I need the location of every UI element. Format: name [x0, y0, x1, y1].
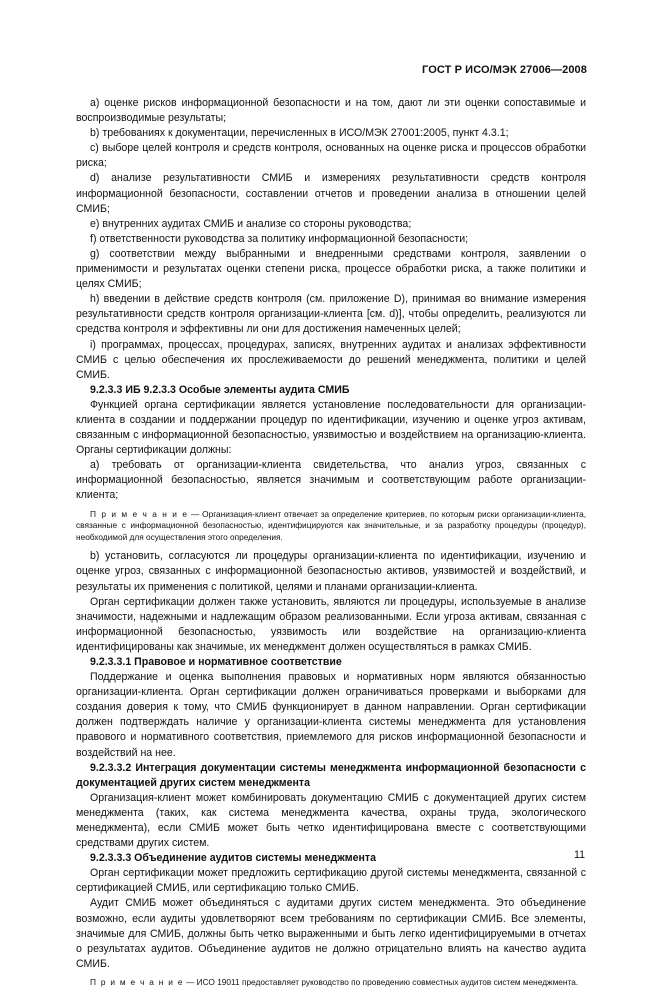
list-item-a: a) оценке рисков информационной безопасности и на том, дают ли эти оценки сопоставимые и воспроизводимые результаты;	[76, 97, 586, 125]
list-item-d: d) анализе результативности СМИБ и измерениях результативности средств контроля информационной безопасности, составлении отчетов и проведении анализа в отношении целей СМИБ;	[76, 172, 586, 215]
note-label: П р и м е ч а н и е	[90, 508, 189, 519]
list-item-f: f) ответственности руководства за политику информационной безопасности;	[90, 232, 469, 245]
list-item-h: h) введении в действие средств контроля (см. приложение D), принимая во внимание измерения результативности средств контроля организации-клиента [см. d)], чтобы определить, реализуются ли средства контроля и эффективны ли они для достижения намеченных целей;	[76, 293, 586, 336]
section-9233-paragraph: Функцией органа сертификации является установление последовательности для организации-клиента в создании и поддержании процедур по идентификации, изучению и оценке угроз активам, связанным с информационной безопасностью, уязвимостью и воздействием на организацию-клиента. Органы сертификации должны:	[76, 398, 586, 457]
note-92333	[76, 977, 586, 989]
note-9233	[76, 509, 586, 544]
section-heading-92331: 9.2.3.3.1 Правовое и нормативное соответствие	[90, 655, 342, 668]
section-heading-9233: 9.2.3.3 ИБ 9.2.3.3 Особые элементы аудита СМИБ	[90, 383, 350, 396]
page-number: 11	[574, 849, 585, 861]
list-item-c: c) выборе целей контроля и средств контроля, основанных на оценке риска и процессов обработки риска;	[76, 142, 586, 170]
note-label: П р и м е ч а н и е	[90, 976, 184, 987]
section-92333-paragraph-2: Аудит СМИБ может объединяться с аудитами других систем менеджмента. Это объединение возможно, если аудиты удовлетворяют всем требованиям по сертификации СМИБ. Все элементы, значимые для СМИБ, должны быть четко выраженными и быть легко идентифицируемыми в отчетах о результатах аудитов. Объединение аудитов не должно отрицательно влиять на качество аудита СМИБ.	[76, 897, 586, 970]
section-92331-paragraph: Поддержание и оценка выполнения правовых и нормативных норм являются обязанностью организации-клиента. Орган сертификации должен ограничиваться проверками и выборками для создания доверия к тому, что СМИБ функционирует в данном направлении. Орган сертификации должен подтверждать наличие у организации-клиента системы менеджмента для установления правового и нормативного соответствия, приемлемого для рисков информационной безопасности и воздействий на нее.	[76, 671, 586, 759]
list-item-b: b) требованиях к документации, перечисленных в ИСО/МЭК 27001:2005, пункт 4.3.1;	[90, 127, 509, 140]
section-9233-paragraph-2: Орган сертификации должен также установить, являются ли процедуры, используемые в анализе значимости, надежными и надлежащим образом реализованными. Если угроза активам, связанная с информационной безопасностью, уязвимость или воздействие на организацию-клиента идентифицированы как значимые, их менеджмент должен осуществляться в рамках СМИБ.	[76, 595, 586, 653]
note-text: — ИСО 19011 предоставляет руководство по проведению совместных аудитов систем менеджмента.	[183, 976, 579, 987]
section-heading-92332: 9.2.3.3.2 Интеграция документации системы менеджмента информационной безопасности с документацией других систем менеджмента	[76, 761, 586, 789]
list-item-e: e) внутренних аудитах СМИБ и анализе со стороны руководства;	[90, 217, 412, 230]
document-body	[76, 96, 586, 995]
standard-header: ГОСТ Р ИСО/МЭК 27006—2008	[422, 64, 587, 76]
section-92333-paragraph: Орган сертификации может предложить сертификацию другой системы менеджмента, связанной с сертификацией СМИБ, или сертификацию только СМИБ.	[76, 867, 586, 895]
section-9233-item-b: b) установить, согласуются ли процедуры организации-клиента по идентификации, изучению и оценке угроз, связанных с информационной безопасностью активов, уязвимостей и воздействий, и результаты их применения с политикой, целями и планами организации-клиента.	[76, 550, 586, 593]
section-9233-item-a: a) требовать от организации-клиента свидетельства, что анализ угроз, связанных с информационной безопасностью, является значимым и соответствующим работе организации-клиента;	[76, 459, 586, 502]
list-item-i: i) программах, процессах, процедурах, записях, внутренних аудитах и анализах эффективности СМИБ с целью обеспечения их прослеживаемости до решений менеджмента, политики и целей СМИБ.	[76, 338, 586, 381]
section-92332-paragraph: Организация-клиент может комбинировать документацию СМИБ с документацией других систем менеджмента (таких, как система менеджмента качества, охраны труда, экологического менеджмента), если СМИБ может быть четко идентифицирована вместе с соответствующими средствами других систем.	[76, 791, 586, 850]
note-text: — Организация-клиент отвечает за определение критериев, по которым риски организации-клиента, связанные с информационной безопасностью, идентифицируются как значительные, и за разработку процедуры (процедур), необходимой для осуществления этого определения.	[76, 508, 586, 542]
list-item-g: g) соответствии между выбранными и внедренными средствами контроля, заявлении о применимости и результатах оценки степени риска, процессе обработки риска, а также политики и целях СМИБ;	[76, 247, 586, 291]
section-heading-92333: 9.2.3.3.3 Объединение аудитов системы менеджмента	[90, 852, 376, 865]
